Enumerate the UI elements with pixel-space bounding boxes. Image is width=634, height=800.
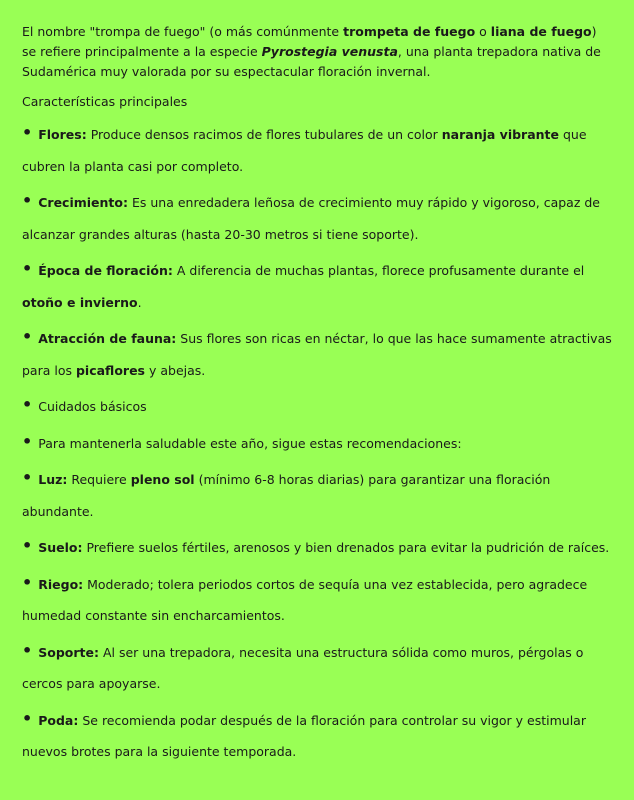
item-term: Crecimiento: — [38, 195, 128, 210]
item-text: Se recomienda podar después de la floración para controlar su vigor y estimular nuevos brotes para la siguiente temporada. — [22, 712, 586, 759]
intro-text: El nombre "trompa de fuego" (o más comúnmente — [22, 24, 344, 39]
item-term: Soporte: — [38, 644, 99, 660]
item-bold-text: otoño e invierno — [22, 294, 138, 310]
item-bold-text: pleno sol — [130, 472, 195, 487]
bullet-icon: • — [22, 536, 33, 555]
item-term: Poda: — [38, 712, 79, 728]
list-item-flores — [22, 119, 614, 182]
bullet-icon: • — [22, 395, 33, 414]
list-item-riego — [22, 569, 614, 632]
item-text: (mínimo 6-8 horas diarias) para garantizar una floración abundante. — [22, 472, 551, 519]
item-term: Flores: — [38, 127, 87, 142]
item-text: que cubren la planta casi por completo. — [22, 127, 587, 174]
bullet-icon: • — [22, 468, 33, 487]
item-text: Requiere — [67, 472, 131, 487]
list-item-crecimiento — [22, 187, 614, 250]
bullet-icon: • — [22, 431, 33, 451]
item-text: Cuidados básicos — [38, 399, 147, 414]
intro-bold-name: trompeta de fuego — [343, 24, 476, 39]
item-bold-text: picaflores — [75, 362, 145, 378]
item-term: Época de floración: — [38, 263, 173, 278]
intro-text: o — [475, 24, 491, 39]
section-title: Características principales — [22, 94, 188, 109]
item-term: Suelo: — [38, 540, 83, 555]
bullet-icon: • — [22, 259, 33, 278]
item-text: y abejas. — [145, 362, 206, 378]
bullet-icon: • — [22, 123, 33, 142]
item-text: A diferencia de muchas plantas, florece profusamente durante el — [172, 263, 585, 278]
bullet-icon: • — [22, 327, 33, 346]
item-term: Atracción de fauna: — [38, 331, 177, 346]
item-text: Prefiere suelos fértiles, arenosos y bien drenados para evitar la pudrición de raíces. — [82, 540, 610, 555]
list-item-soporte — [22, 637, 614, 700]
list-item-luz — [22, 464, 614, 527]
item-text: Produce densos racimos de flores tubulares de un color — [86, 127, 442, 142]
list-item-cuidados — [22, 391, 614, 423]
bullet-icon: • — [22, 640, 33, 660]
item-bold-text: naranja vibrante — [441, 127, 560, 142]
bullet-icon: • — [22, 708, 33, 728]
bullet-icon: • — [22, 191, 33, 210]
item-term: Riego: — [38, 576, 84, 592]
list-item-mantener — [22, 428, 614, 460]
intro-bold-name: liana de fuego — [490, 24, 592, 39]
intro-text: , una planta trepadora nativa de Sudamérica muy valorada por su espectacular floración invernal. — [22, 44, 601, 79]
list-item-fauna — [22, 323, 614, 386]
item-text: Al ser una trepadora, necesita una estructura sólida como muros, pérgolas o cercos para apoyarse. — [22, 644, 584, 691]
list-item-poda — [22, 705, 614, 768]
intro-paragraph — [22, 22, 614, 82]
item-text: Moderado; tolera periodos cortos de sequía una vez establecida, pero agradece humedad constante sin encharcamientos. — [22, 576, 588, 623]
bullet-icon: • — [22, 572, 33, 592]
item-text: Sus flores son ricas en néctar, lo que las hace sumamente atractivas para los — [22, 331, 612, 378]
item-text: Para mantenerla saludable este año, sigue estas recomendaciones: — [38, 435, 462, 451]
intro-text: ) se refiere principalmente a la especie — [22, 24, 597, 59]
item-text: . — [137, 294, 142, 310]
item-text: Es una enredadera leñosa de crecimiento muy rápido y vigoroso, capaz de alcanzar grandes alturas (hasta 20-30 metros si tiene soporte). — [22, 195, 600, 242]
list-item-epoca — [22, 255, 614, 318]
item-term: Luz: — [38, 472, 68, 487]
list-item-suelo — [22, 532, 614, 564]
species-name: Pyrostegia venusta — [261, 44, 398, 59]
